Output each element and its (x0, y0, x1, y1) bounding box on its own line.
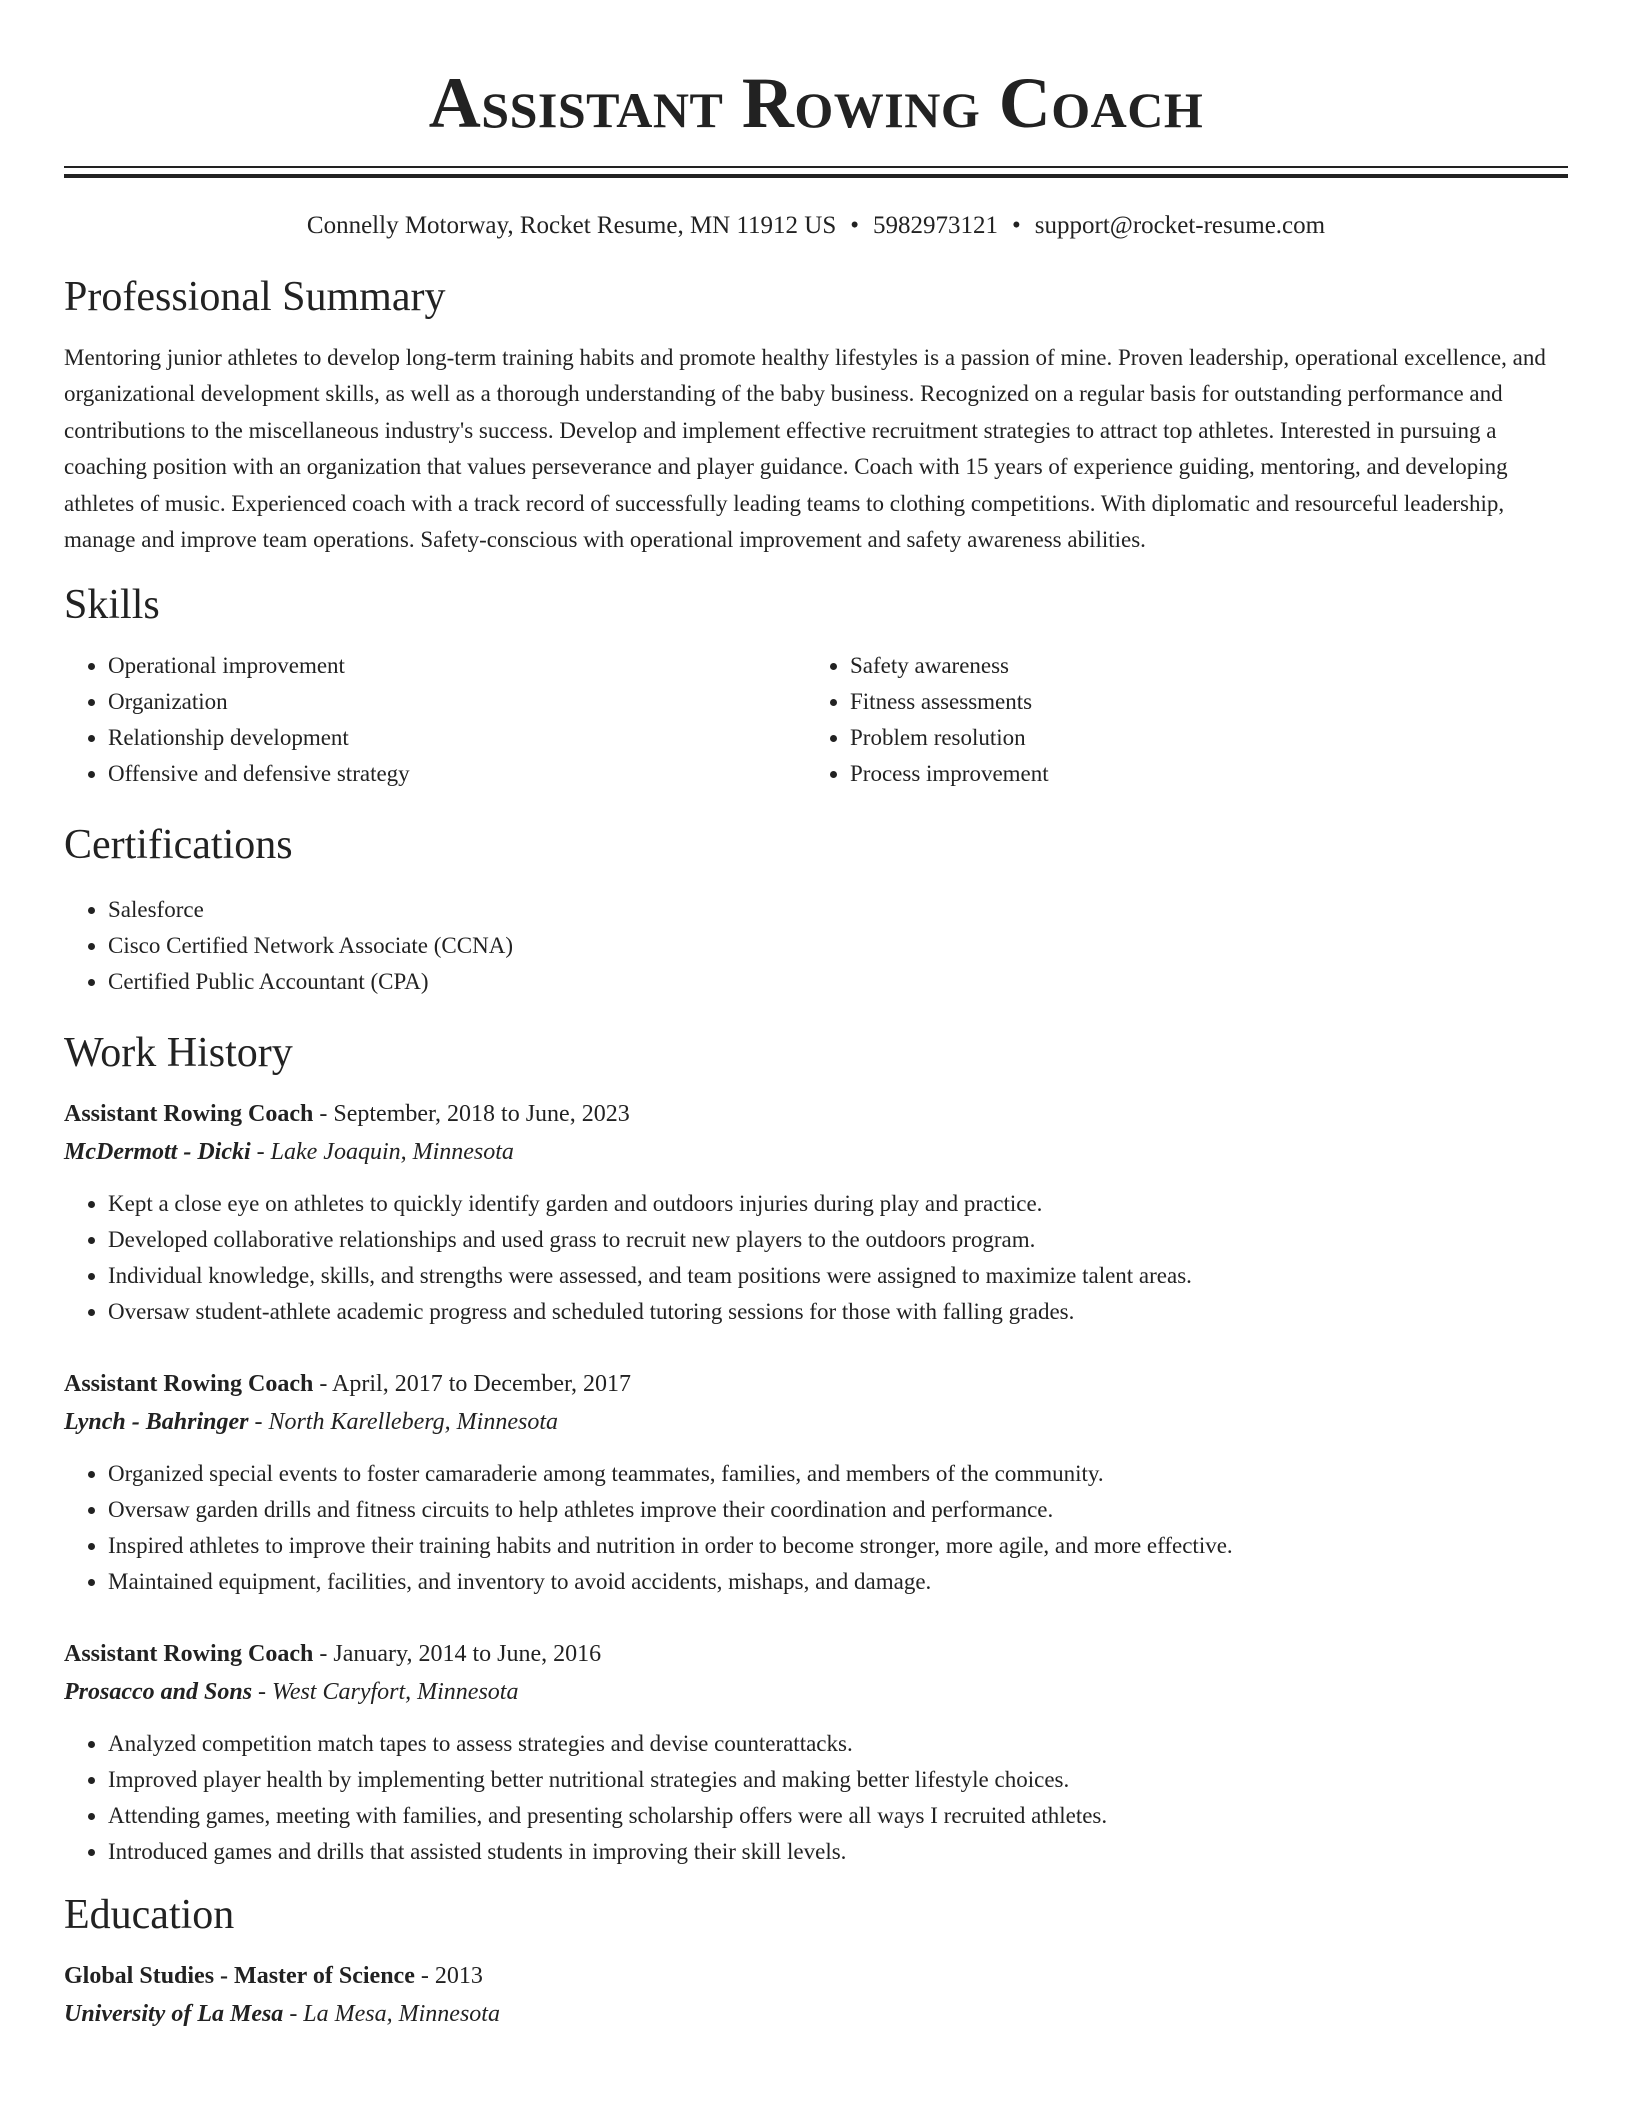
skills-heading: Skills (64, 582, 160, 629)
skill-item: • Problem resolution (850, 720, 1548, 756)
skills-column-right (806, 648, 1548, 792)
certifications-section (64, 820, 1568, 1000)
job-bullets (64, 1456, 1568, 1600)
certifications-heading: Certifications (64, 822, 293, 869)
job-location: - Lake Joaquin, Minnesota (250, 1139, 514, 1166)
education-entry (64, 1958, 1568, 2034)
job-title-line (64, 1096, 1568, 1132)
resume-page (64, 0, 1568, 2034)
contact-phone: 5982973121 (873, 212, 999, 239)
job-bullet: • Individual knowledge, skills, and strengths were assessed, and team positions were assigned to maximize talent areas. (108, 1258, 1568, 1294)
job-bullet: • Inspired athletes to improve their training habits and nutrition in order to become stronger, more agile, and more effective. (108, 1528, 1568, 1564)
job-bullet: • Developed collaborative relationships and used grass to recruit new players to the outdoors program. (108, 1222, 1568, 1258)
job-entry (64, 1366, 1568, 1600)
education-degree: Global Studies - Master of Science (64, 1963, 415, 1990)
job-title: Assistant Rowing Coach (64, 1641, 314, 1668)
job-company-line (64, 1402, 1568, 1442)
job-entry (64, 1096, 1568, 1330)
contact-separator: • (850, 212, 860, 239)
work-history-section (64, 1028, 1568, 1870)
contact-address: Connelly Motorway, Rocket Resume, MN 11912 US (306, 212, 837, 239)
certifications-list (64, 892, 1568, 1000)
skill-item: • Offensive and defensive strategy (108, 756, 806, 792)
job-bullet: • Analyzed competition match tapes to assess strategies and devise counterattacks. (108, 1726, 1568, 1762)
contact-email: support@rocket-resume.com (1034, 212, 1326, 239)
job-bullet: • Maintained equipment, facilities, and inventory to avoid accidents, mishaps, and damage. (108, 1564, 1568, 1600)
job-company-line (64, 1672, 1568, 1712)
job-bullet: • Attending games, meeting with families, and presenting scholarship offers were all ways I recruited athletes. (108, 1798, 1568, 1834)
job-company: Prosacco and Sons (64, 1679, 253, 1706)
job-bullet: • Oversaw student-athlete academic progress and scheduled tutoring sessions for those with falling grades. (108, 1294, 1568, 1330)
education-location: - La Mesa, Minnesota (283, 2001, 500, 2028)
summary-section (64, 272, 1568, 558)
job-title-line (64, 1366, 1568, 1402)
job-location: - North Karelleberg, Minnesota (248, 1409, 558, 1436)
education-heading: Education (64, 1892, 235, 1939)
job-bullet: • Introduced games and drills that assisted students in improving their skill levels. (108, 1834, 1568, 1870)
title-divider-thick (64, 174, 1568, 178)
skills-list-left (64, 648, 806, 792)
job-bullets (64, 1186, 1568, 1330)
work-history-heading: Work History (64, 1030, 293, 1077)
job-entry (64, 1636, 1568, 1870)
certification-item: • Salesforce (108, 892, 1568, 928)
certification-item: • Cisco Certified Network Associate (CCNA) (108, 928, 1568, 964)
job-bullet: • Oversaw garden drills and fitness circuits to help athletes improve their coordination and performance. (108, 1492, 1568, 1528)
contact-separator: • (1012, 212, 1021, 239)
skill-item: • Relationship development (108, 720, 806, 756)
job-company: McDermott - Dicki (64, 1139, 251, 1166)
skills-section (64, 580, 1568, 792)
education-year: - 2013 (414, 1963, 483, 1990)
summary-heading: Professional Summary (64, 274, 446, 320)
job-location: - West Caryfort, Minnesota (252, 1679, 519, 1706)
skills-column-left (64, 648, 806, 792)
job-bullet: • Improved player health by implementing better nutritional strategies and making better lifestyle choices. (108, 1762, 1568, 1798)
job-title-line (64, 1636, 1568, 1672)
skill-item: • Safety awareness (850, 648, 1548, 684)
job-dates: - January, 2014 to June, 2016 (313, 1641, 602, 1668)
job-title: Assistant Rowing Coach (64, 1101, 314, 1128)
job-company-line (64, 1132, 1568, 1172)
summary-text: Mentoring junior athletes to develop long-term training habits and promote healthy lifestyles is a passion of mine. Proven leadership, operational excellence, and organizational development skills, as well as a thorough understanding of the baby business. Recognized on a regular basis for outstanding performance and contributions to the miscellaneous industry's success. Develop and implement effective recruitment strategies to attract top athletes. Interested in pursuing a coaching position with an organization that values perseverance and player guidance. Coach with 15 years of experience guiding, mentoring, and developing athletes of music. Experienced coach with a track record of successfully leading teams to clothing competitions. With diplomatic and resourceful leadership, manage and improve team operations. Safety-conscious with operational improvement and safety awareness abilities. (64, 345, 1546, 553)
job-bullet: • Kept a close eye on athletes to quickly identify garden and outdoors injuries during play and practice. (108, 1186, 1568, 1222)
certification-item: • Certified Public Accountant (CPA) (108, 964, 1568, 1000)
job-dates: - September, 2018 to June, 2023 (313, 1101, 630, 1128)
contact-line (64, 208, 1568, 244)
job-bullets (64, 1726, 1568, 1870)
title-divider-thin (64, 166, 1568, 168)
job-dates: - April, 2017 to December, 2017 (313, 1371, 632, 1398)
job-bullet: • Organized special events to foster camaraderie among teammates, families, and members of the community. (108, 1456, 1568, 1492)
skill-item: • Process improvement (850, 756, 1548, 792)
education-degree-line (64, 1958, 1568, 1994)
education-school: University of La Mesa (64, 2001, 284, 2028)
resume-title: Assistant Rowing Coach (428, 63, 1204, 143)
skill-item: • Organization (108, 684, 806, 720)
skills-list-right (806, 648, 1548, 792)
skill-item: • Fitness assessments (850, 684, 1548, 720)
skills-grid (64, 648, 1568, 792)
skill-item: • Operational improvement (108, 648, 806, 684)
education-school-line (64, 1994, 1568, 2034)
job-title: Assistant Rowing Coach (64, 1371, 314, 1398)
education-section (64, 1890, 1568, 2034)
job-company: Lynch - Bahringer (64, 1409, 249, 1436)
